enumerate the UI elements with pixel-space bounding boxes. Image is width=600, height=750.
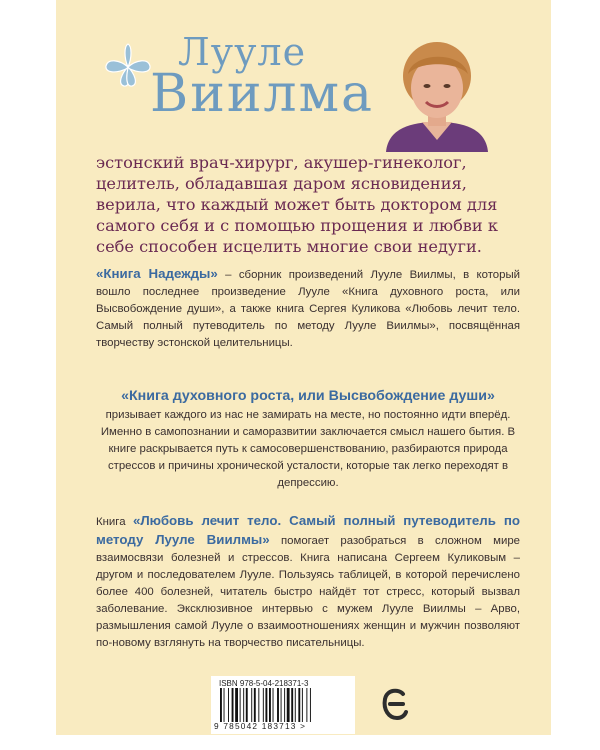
barcode-number: 9 785042 183713 > [214, 721, 307, 731]
isbn-label: ISBN 978-5-04-218371-3 [219, 679, 309, 688]
author-first-name: Лууле [178, 30, 307, 74]
paragraph-text: призывает каждого из нас не замирать на месте, но постоянно идти вперёд. Именно в самопознании и саморазвитии заключается смысл нашего бытия. В книге раскрывается путь к самосовершенствованию, разбираются природа стрессов и причины хронической усталости, которые так легко переходят в депрессию. [100, 409, 516, 489]
author-portrait [378, 30, 496, 152]
paragraph-love-heals [96, 512, 520, 652]
paragraph-text: помогает разобраться в сложном мире взаимосвязи болезней и стрессов. Книга написана Сергеем Куликовым – другом и последователем Лууле. Пользуясь таблицей, в которой перечислено более 400 болезней, читатель быстро найдёт тот стресс, который вызвал заболевание. Эксклюзивное интервью с мужем Лууле Виилмы – Арво, размышления самой Лууле о взаимоотношениях женщин и мужчин позволяют по-новому взглянуть на творчество писательницы. [96, 535, 520, 649]
back-cover [56, 0, 551, 735]
paragraph-prefix: Книга [96, 516, 133, 528]
paragraph-text: – сборник произведений Лууле Виилмы, в который вошло последнее произведение Лууле «Книга духовного роста, или Высвобождение души», а также книга Сергея Куликова «Любовь лечит тело. Самый полный путеводитель по методу Лууле Виилмы», посвящённая творчеству эстонской целительницы. [96, 269, 520, 349]
author-bio: эстонский врач-хирург, акушер-гинеколог, целитель, обладавшая даром ясновидения, верила, что каждый может быть доктором для самого себя и с помощью прощения и любви к себе способен исцелить многие свои недуги. [96, 153, 498, 256]
book-title: «Книга Надежды» [96, 266, 218, 281]
author-last-name: Виилма [150, 64, 375, 124]
eksmo-logo-icon [381, 686, 409, 722]
book-title: «Любовь лечит тело. Самый полный путеводитель по методу Лууле Виилмы» [96, 513, 520, 547]
butterfly-logo-icon [102, 40, 154, 92]
paragraph-spiritual-growth [96, 388, 520, 492]
barcode [211, 676, 355, 734]
paragraph-book-of-hope [96, 265, 520, 352]
book-title: «Книга духовного роста, или Высвобождение души» [121, 388, 495, 404]
barcode-bars [219, 688, 347, 722]
